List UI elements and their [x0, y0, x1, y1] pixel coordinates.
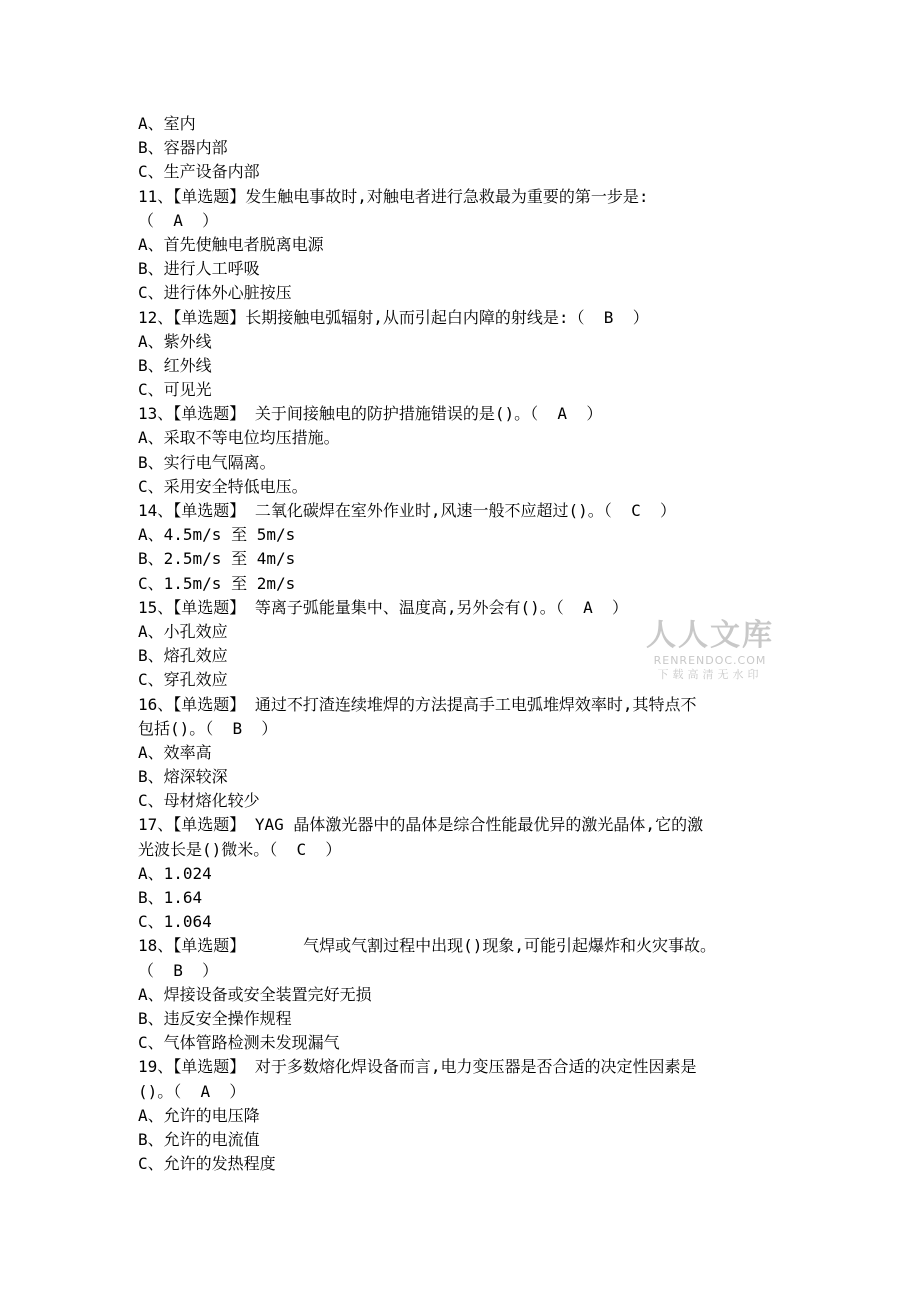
- option-line: A、焊接设备或安全装置完好无损: [138, 984, 372, 1004]
- question-line: 15、【单选题】 等离子弧能量集中、温度高,另外会有()。（ A ）: [138, 597, 628, 617]
- question-line: 12、【单选题】长期接触电弧辐射,从而引起白内障的射线是:（ B ）: [138, 307, 649, 327]
- question-line: 13、【单选题】 关于间接触电的防护措施错误的是()。（ A ）: [138, 404, 603, 424]
- option-line: C、可见光: [138, 380, 212, 400]
- option-line: C、1.064: [138, 912, 212, 932]
- option-line: A、1.024: [138, 863, 212, 883]
- answer-line: （ A ）: [138, 210, 219, 230]
- option-line: B、红外线: [138, 355, 212, 375]
- question-line: 18、【单选题】 气焊或气割过程中出现()现象,可能引起爆炸和火灾事故。: [138, 936, 716, 956]
- answer-line: （ B ）: [138, 960, 219, 980]
- option-line: A、小孔效应: [138, 621, 228, 641]
- option-line: C、1.5m/s 至 2m/s: [138, 573, 296, 593]
- question-line: 17、【单选题】 YAG 晶体激光器中的晶体是综合性能最优异的激光晶体,它的激: [138, 815, 704, 835]
- option-line: A、紫外线: [138, 331, 212, 351]
- option-line: C、允许的发热程度: [138, 1154, 276, 1174]
- option-line: B、1.64: [138, 888, 203, 907]
- option-line: A、允许的电压降: [138, 1105, 260, 1125]
- watermark-url: RENRENDOC.COM: [653, 654, 767, 667]
- option-line: A、首先使触电者脱离电源: [138, 234, 324, 254]
- text-line: C、生产设备内部: [138, 162, 260, 182]
- option-line: B、允许的电流值: [138, 1129, 260, 1149]
- question-line: 11、【单选题】发生触电事故时,对触电者进行急救最为重要的第一步是:: [138, 186, 649, 206]
- option-line: A、4.5m/s 至 5m/s: [138, 525, 296, 545]
- watermark-subtitle: 下载高清无水印: [657, 668, 763, 681]
- option-line: C、气体管路检测未发现漏气: [138, 1033, 340, 1053]
- question-line: 16、【单选题】 通过不打渣连续堆焊的方法提高手工电弧堆焊效率时,其特点不: [138, 694, 697, 714]
- option-line: C、采用安全特低电压。: [138, 476, 308, 496]
- watermark-title: 人人文库: [646, 618, 774, 653]
- text-line: B、容器内部: [138, 138, 228, 158]
- question-line: 19、【单选题】 对于多数熔化焊设备而言,电力变压器是否合适的决定性因素是: [138, 1057, 697, 1077]
- question-line: 光波长是()微米。（ C ）: [138, 839, 342, 859]
- question-line: ()。（ A ）: [138, 1081, 246, 1101]
- option-line: C、穿孔效应: [138, 670, 228, 690]
- question-line: 14、【单选题】 二氧化碳焊在室外作业时,风速一般不应超过()。（ C ）: [138, 501, 676, 520]
- option-line: C、进行体外心脏按压: [138, 283, 292, 303]
- option-line: B、2.5m/s 至 4m/s: [138, 549, 296, 569]
- watermark-logo: [640, 618, 780, 682]
- option-line: B、熔孔效应: [138, 646, 228, 666]
- option-line: A、效率高: [138, 742, 212, 762]
- option-line: C、母材熔化较少: [138, 791, 260, 811]
- option-line: B、进行人工呼吸: [138, 259, 260, 279]
- question-line: 包括()。（ B ）: [138, 718, 278, 738]
- option-line: A、采取不等电位均压措施。: [138, 428, 340, 448]
- option-line: B、实行电气隔离。: [138, 452, 276, 472]
- text-line: A、室内: [138, 114, 196, 133]
- option-line: B、熔深较深: [138, 767, 228, 787]
- option-line: B、违反安全操作规程: [138, 1008, 292, 1028]
